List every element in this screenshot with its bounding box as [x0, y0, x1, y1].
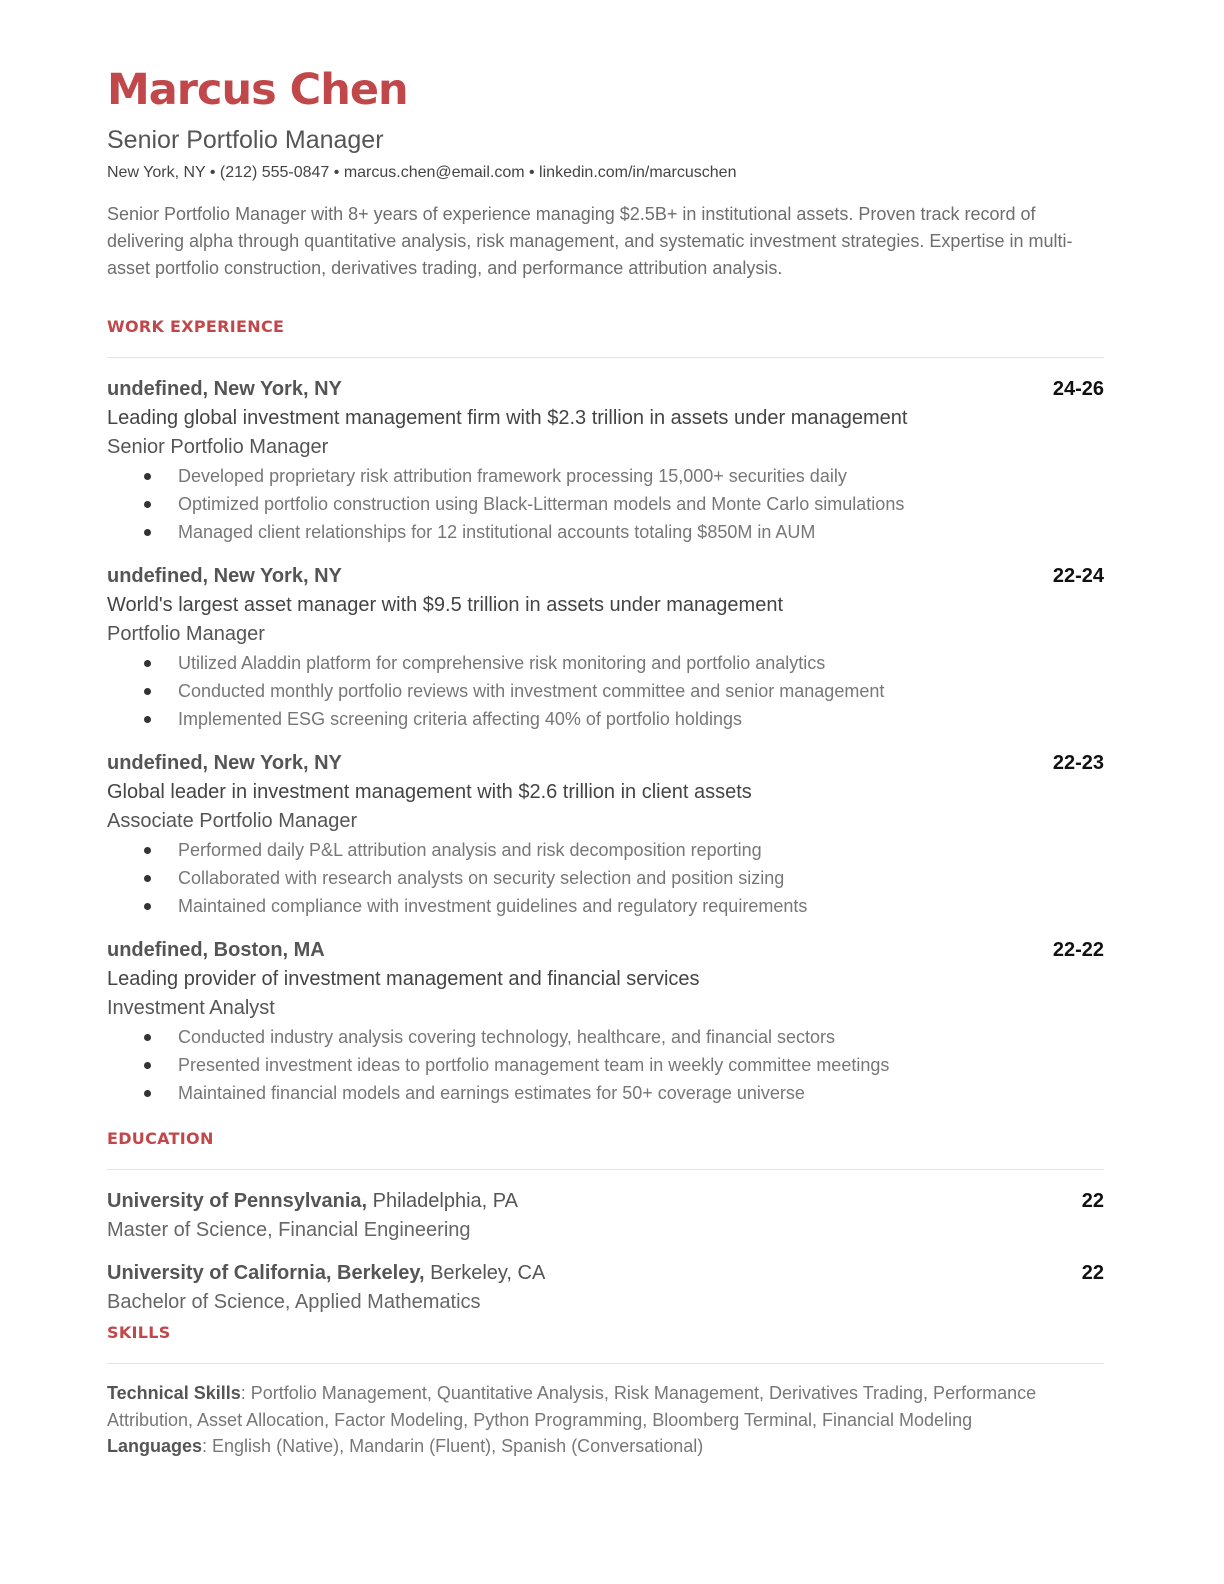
education-list — [107, 1186, 1104, 1317]
bullet-icon — [144, 716, 151, 723]
job-bullet-text: Collaborated with research analysts on security selection and position sizing — [178, 868, 785, 888]
job-bullet-text: Conducted monthly portfolio reviews with investment committee and senior management — [178, 681, 885, 701]
job-bullet-text: Developed proprietary risk attribution framework processing 15,000+ securities daily — [178, 466, 847, 486]
education-degree: Master of Science, Financial Engineering — [107, 1219, 471, 1241]
job-header — [107, 935, 1104, 965]
bullet-icon — [144, 847, 151, 854]
job-bullets — [107, 462, 1104, 546]
job-company: undefined, New York, NY — [107, 752, 342, 774]
job-bullet-text: Maintained compliance with investment guidelines and regulatory requirements — [178, 896, 808, 916]
education-year: 22 — [1081, 1190, 1104, 1212]
section-divider — [107, 1363, 1104, 1364]
job-bullet-text: Optimized portfolio construction using Black-Litterman models and Monte Carlo simulations — [178, 494, 905, 514]
technical-skills-label: Technical Skills — [107, 1383, 241, 1403]
languages-value: : English (Native), Mandarin (Fluent), Spanish (Conversational) — [202, 1436, 704, 1456]
candidate-title: Senior Portfolio Manager — [107, 126, 384, 154]
bullet-icon — [144, 1090, 151, 1097]
job-bullet — [107, 1051, 1104, 1079]
education-entry — [107, 1186, 1104, 1245]
work-experience-list — [107, 374, 1104, 1107]
job-company-description: Leading global investment management firm with $2.3 trillion in assets under management — [107, 407, 908, 429]
education-school: University of California, Berkeley, — [107, 1262, 425, 1284]
job-company-description: World's largest asset manager with $9.5 trillion in assets under management — [107, 594, 784, 616]
job-bullet — [107, 836, 1104, 864]
job-role: Associate Portfolio Manager — [107, 810, 358, 832]
job-bullet-text: Conducted industry analysis covering technology, healthcare, and financial sectors — [178, 1027, 836, 1047]
job-role: Portfolio Manager — [107, 623, 265, 645]
job-bullets — [107, 649, 1104, 733]
job-company: undefined, Boston, MA — [107, 939, 325, 961]
education-header — [107, 1186, 1104, 1216]
section-divider — [107, 357, 1104, 358]
job-role: Investment Analyst — [107, 997, 275, 1019]
bullet-icon — [144, 501, 151, 508]
job-entry — [107, 935, 1104, 1107]
job-bullet-text: Managed client relationships for 12 institutional accounts totaling $850M in AUM — [178, 522, 816, 542]
education-school: University of Pennsylvania, — [107, 1190, 368, 1212]
job-bullet-text: Presented investment ideas to portfolio management team in weekly committee meetings — [178, 1055, 890, 1075]
education-location: Berkeley, CA — [430, 1262, 546, 1284]
job-dates: 22-24 — [1052, 565, 1104, 587]
job-entry — [107, 561, 1104, 733]
work-experience-heading: WORK EXPERIENCE — [107, 317, 285, 336]
job-bullet-text: Performed daily P&L attribution analysis and risk decomposition reporting — [178, 840, 762, 860]
job-company: undefined, New York, NY — [107, 378, 342, 400]
technical-skills-value: : Portfolio Management, Quantitative Analysis, Risk Management, Derivatives Trading, Performance Attribution, Asset Allocation, Factor Modeling, Python Programming, Bloomberg Terminal, Financial Modeling — [107, 1383, 1037, 1430]
job-bullet — [107, 677, 1104, 705]
job-bullet-text: Implemented ESG screening criteria affecting 40% of portfolio holdings — [178, 709, 742, 729]
bullet-icon — [144, 473, 151, 480]
education-degree: Bachelor of Science, Applied Mathematics — [107, 1291, 481, 1313]
job-bullet — [107, 649, 1104, 677]
job-bullet — [107, 892, 1104, 920]
job-header — [107, 561, 1104, 591]
bullet-icon — [144, 660, 151, 667]
job-bullets — [107, 1023, 1104, 1107]
job-bullet — [107, 462, 1104, 490]
languages — [107, 1433, 1104, 1460]
section-divider — [107, 1169, 1104, 1170]
job-company-description: Leading provider of investment management and financial services — [107, 968, 700, 990]
job-bullet — [107, 705, 1104, 733]
education-entry — [107, 1258, 1104, 1317]
job-bullet-text: Maintained financial models and earnings estimates for 50+ coverage universe — [178, 1083, 805, 1103]
job-bullets — [107, 836, 1104, 920]
bullet-icon — [144, 529, 151, 536]
job-company-description: Global leader in investment management with $2.6 trillion in client assets — [107, 781, 752, 803]
professional-summary: Senior Portfolio Manager with 8+ years of experience managing $2.5B+ in institutional assets. Proven track record of delivering alpha through quantitative analysis, risk management, and systematic investment strategies. Expertise in multi-asset portfolio construction, derivatives trading, and performance attribution analysis. — [107, 204, 1073, 278]
languages-label: Languages — [107, 1436, 203, 1456]
technical-skills — [107, 1380, 1104, 1433]
education-location: Philadelphia, PA — [372, 1190, 518, 1212]
candidate-name: Marcus Chen — [107, 65, 408, 115]
education-year: 22 — [1081, 1262, 1104, 1284]
bullet-icon — [144, 875, 151, 882]
job-bullet — [107, 490, 1104, 518]
resume-content — [107, 62, 1104, 1460]
job-entry — [107, 748, 1104, 920]
job-bullet — [107, 864, 1104, 892]
job-bullet — [107, 1079, 1104, 1107]
job-company: undefined, New York, NY — [107, 565, 342, 587]
job-bullet — [107, 1023, 1104, 1051]
education-header — [107, 1258, 1104, 1288]
job-header — [107, 748, 1104, 778]
job-entry — [107, 374, 1104, 546]
job-dates: 24-26 — [1052, 378, 1104, 400]
bullet-icon — [144, 903, 151, 910]
job-dates: 22-22 — [1052, 939, 1104, 961]
education-heading: EDUCATION — [107, 1129, 214, 1148]
job-dates: 22-23 — [1052, 752, 1104, 774]
job-bullet-text: Utilized Aladdin platform for comprehensive risk monitoring and portfolio analytics — [178, 653, 826, 673]
bullet-icon — [144, 688, 151, 695]
contact-line: New York, NY • (212) 555-0847 • marcus.chen@email.com • linkedin.com/in/marcuschen — [107, 164, 737, 181]
bullet-icon — [144, 1062, 151, 1069]
bullet-icon — [144, 1034, 151, 1041]
skills-block — [107, 1380, 1104, 1460]
skills-heading: SKILLS — [107, 1323, 171, 1342]
job-bullet — [107, 518, 1104, 546]
job-header — [107, 374, 1104, 404]
job-role: Senior Portfolio Manager — [107, 436, 329, 458]
